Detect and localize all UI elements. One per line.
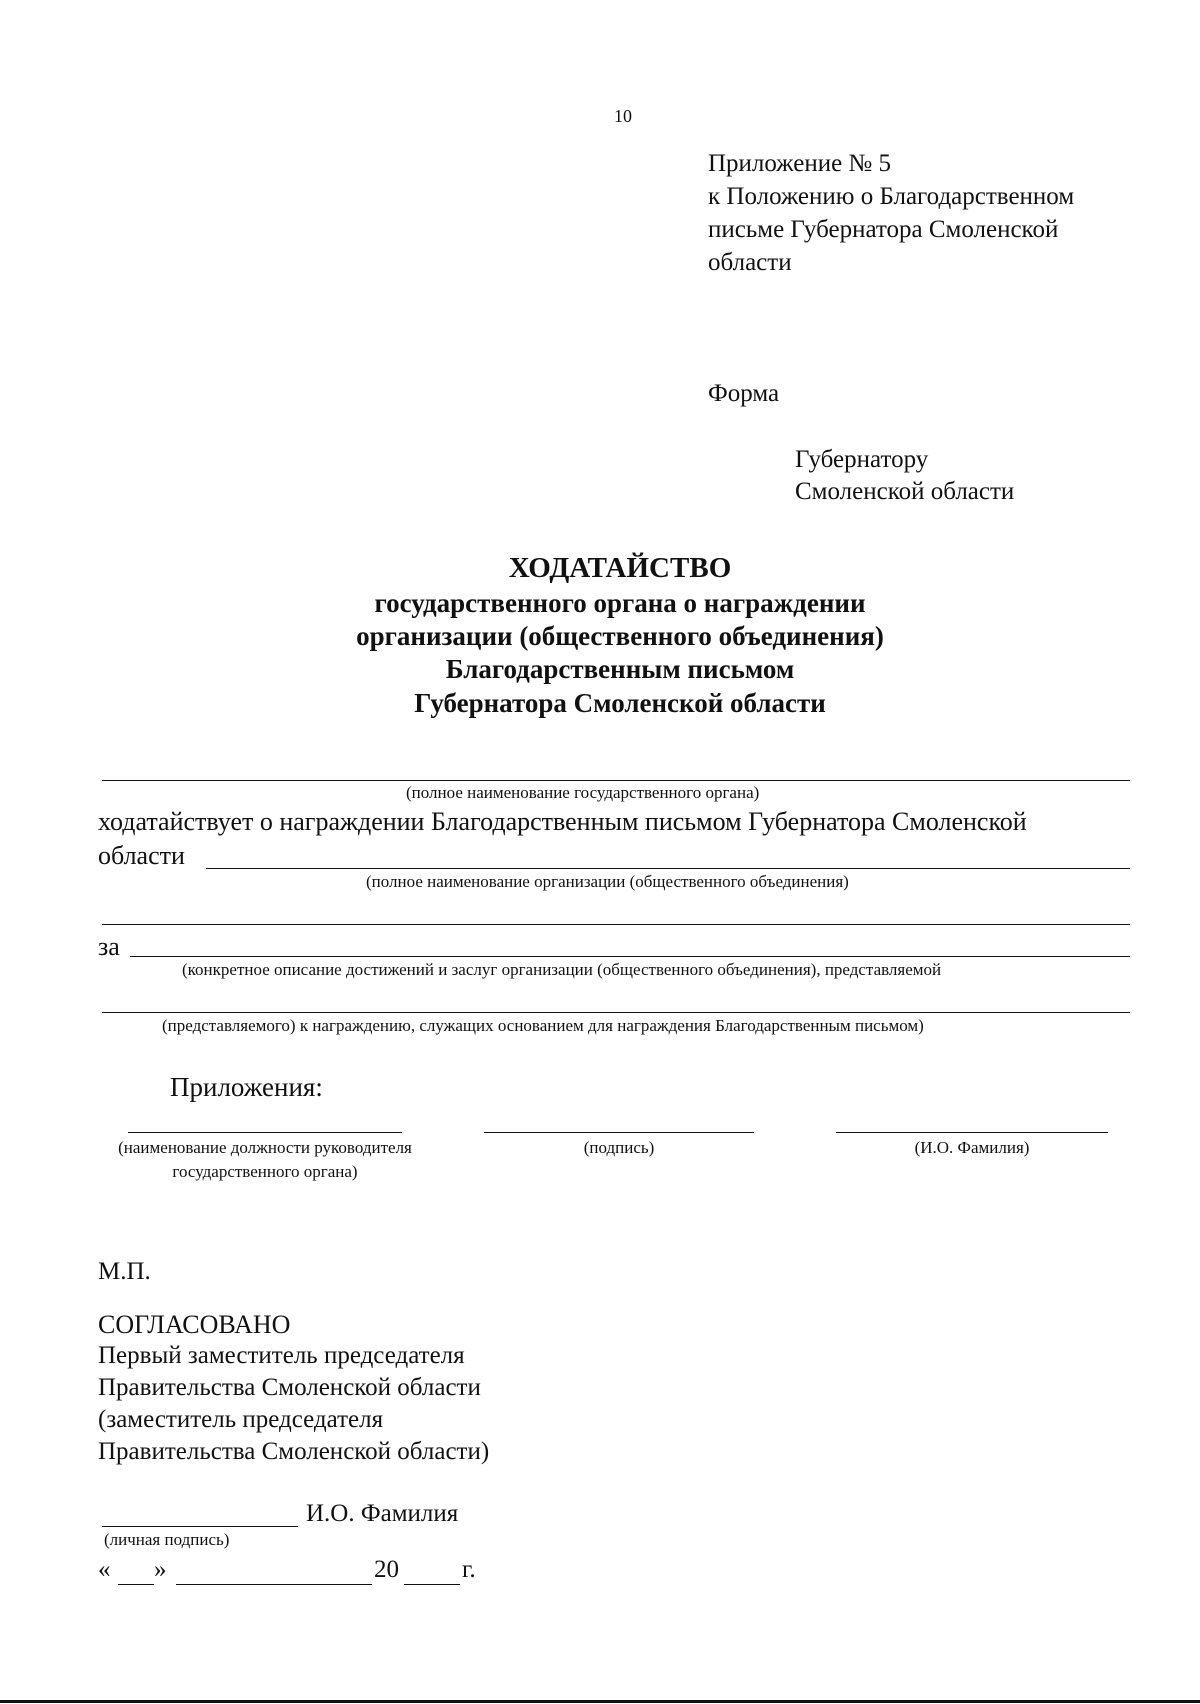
title-line-2: государственного органа о награждении bbox=[374, 588, 866, 618]
stamp-place: М.П. bbox=[98, 1258, 151, 1285]
page-number: 10 bbox=[614, 106, 632, 126]
date-month-line[interactable] bbox=[176, 1584, 372, 1585]
appendix-line-1: Приложение № 5 bbox=[708, 150, 892, 177]
achievements-caption-1: (конкретное описание достижений и заслуг организации (общественного объединения), представляемой bbox=[182, 960, 942, 979]
title-line-1: ХОДАТАЙСТВО bbox=[508, 552, 732, 584]
title-line-4: Благодарственным письмом bbox=[445, 654, 795, 684]
oblast-word: области bbox=[98, 841, 185, 870]
form-label: Форма bbox=[708, 380, 780, 407]
approval-line-2: Правительства Смоленской области bbox=[98, 1374, 481, 1401]
addressee-line-1: Губернатору bbox=[795, 446, 929, 473]
achievements-line-2[interactable] bbox=[102, 1012, 1130, 1013]
date-year-prefix: 20 bbox=[374, 1556, 399, 1583]
name-caption: (И.О. Фамилия) bbox=[914, 1138, 1030, 1157]
position-caption: (наименование должности руководителя государственного органа) bbox=[118, 1138, 412, 1181]
title-line-3: организации (общественного объединения) bbox=[356, 621, 884, 651]
signature-line[interactable] bbox=[484, 1132, 754, 1133]
state-body-caption: (полное наименование государственного органа) bbox=[406, 783, 760, 802]
date-day-line[interactable] bbox=[118, 1584, 154, 1585]
organization-caption: (полное наименование организации (общественного объединения) bbox=[366, 872, 849, 891]
approval-heading: СОГЛАСОВАНО bbox=[98, 1310, 291, 1339]
signature-caption: (подпись) bbox=[583, 1138, 655, 1157]
personal-signature-caption: (личная подпись) bbox=[104, 1530, 230, 1549]
date-close-quote: » bbox=[154, 1556, 167, 1583]
organization-name-line[interactable] bbox=[206, 868, 1130, 869]
appendix-line-4: области bbox=[708, 249, 792, 276]
appendix-line-2: к Положению о Благодарственном bbox=[708, 183, 1075, 210]
state-body-name-line[interactable] bbox=[102, 780, 1130, 781]
date-open-quote: « bbox=[98, 1556, 111, 1583]
petition-text: ходатайствует о награждении Благодарственным письмом Губернатора Смоленской bbox=[98, 807, 1027, 836]
approval-line-1: Первый заместитель председателя bbox=[98, 1342, 465, 1369]
approval-line-3: (заместитель председателя bbox=[98, 1406, 384, 1433]
date-year-line[interactable] bbox=[404, 1584, 460, 1585]
title-line-5: Губернатора Смоленской области bbox=[414, 688, 826, 718]
name-line[interactable] bbox=[836, 1132, 1108, 1133]
approver-name: И.О. Фамилия bbox=[306, 1500, 459, 1527]
za-word: за bbox=[98, 932, 120, 961]
position-line[interactable] bbox=[128, 1132, 402, 1133]
personal-signature-line[interactable] bbox=[102, 1526, 298, 1527]
achievements-line-1[interactable] bbox=[130, 956, 1130, 957]
appendix-line-3: письме Губернатора Смоленской bbox=[708, 216, 1059, 243]
addressee-line-2: Смоленской области bbox=[795, 478, 1015, 505]
date-year-suffix: г. bbox=[462, 1556, 476, 1583]
attachments-label: Приложения: bbox=[170, 1072, 323, 1102]
page-bottom-edge bbox=[0, 1700, 1200, 1703]
approval-line-4: Правительства Смоленской области) bbox=[98, 1438, 490, 1465]
achievements-caption-2: (представляемого) к награждению, служащих основанием для награждения Благодарственным письмом) bbox=[162, 1016, 924, 1035]
organization-name-line-2[interactable] bbox=[102, 924, 1130, 925]
